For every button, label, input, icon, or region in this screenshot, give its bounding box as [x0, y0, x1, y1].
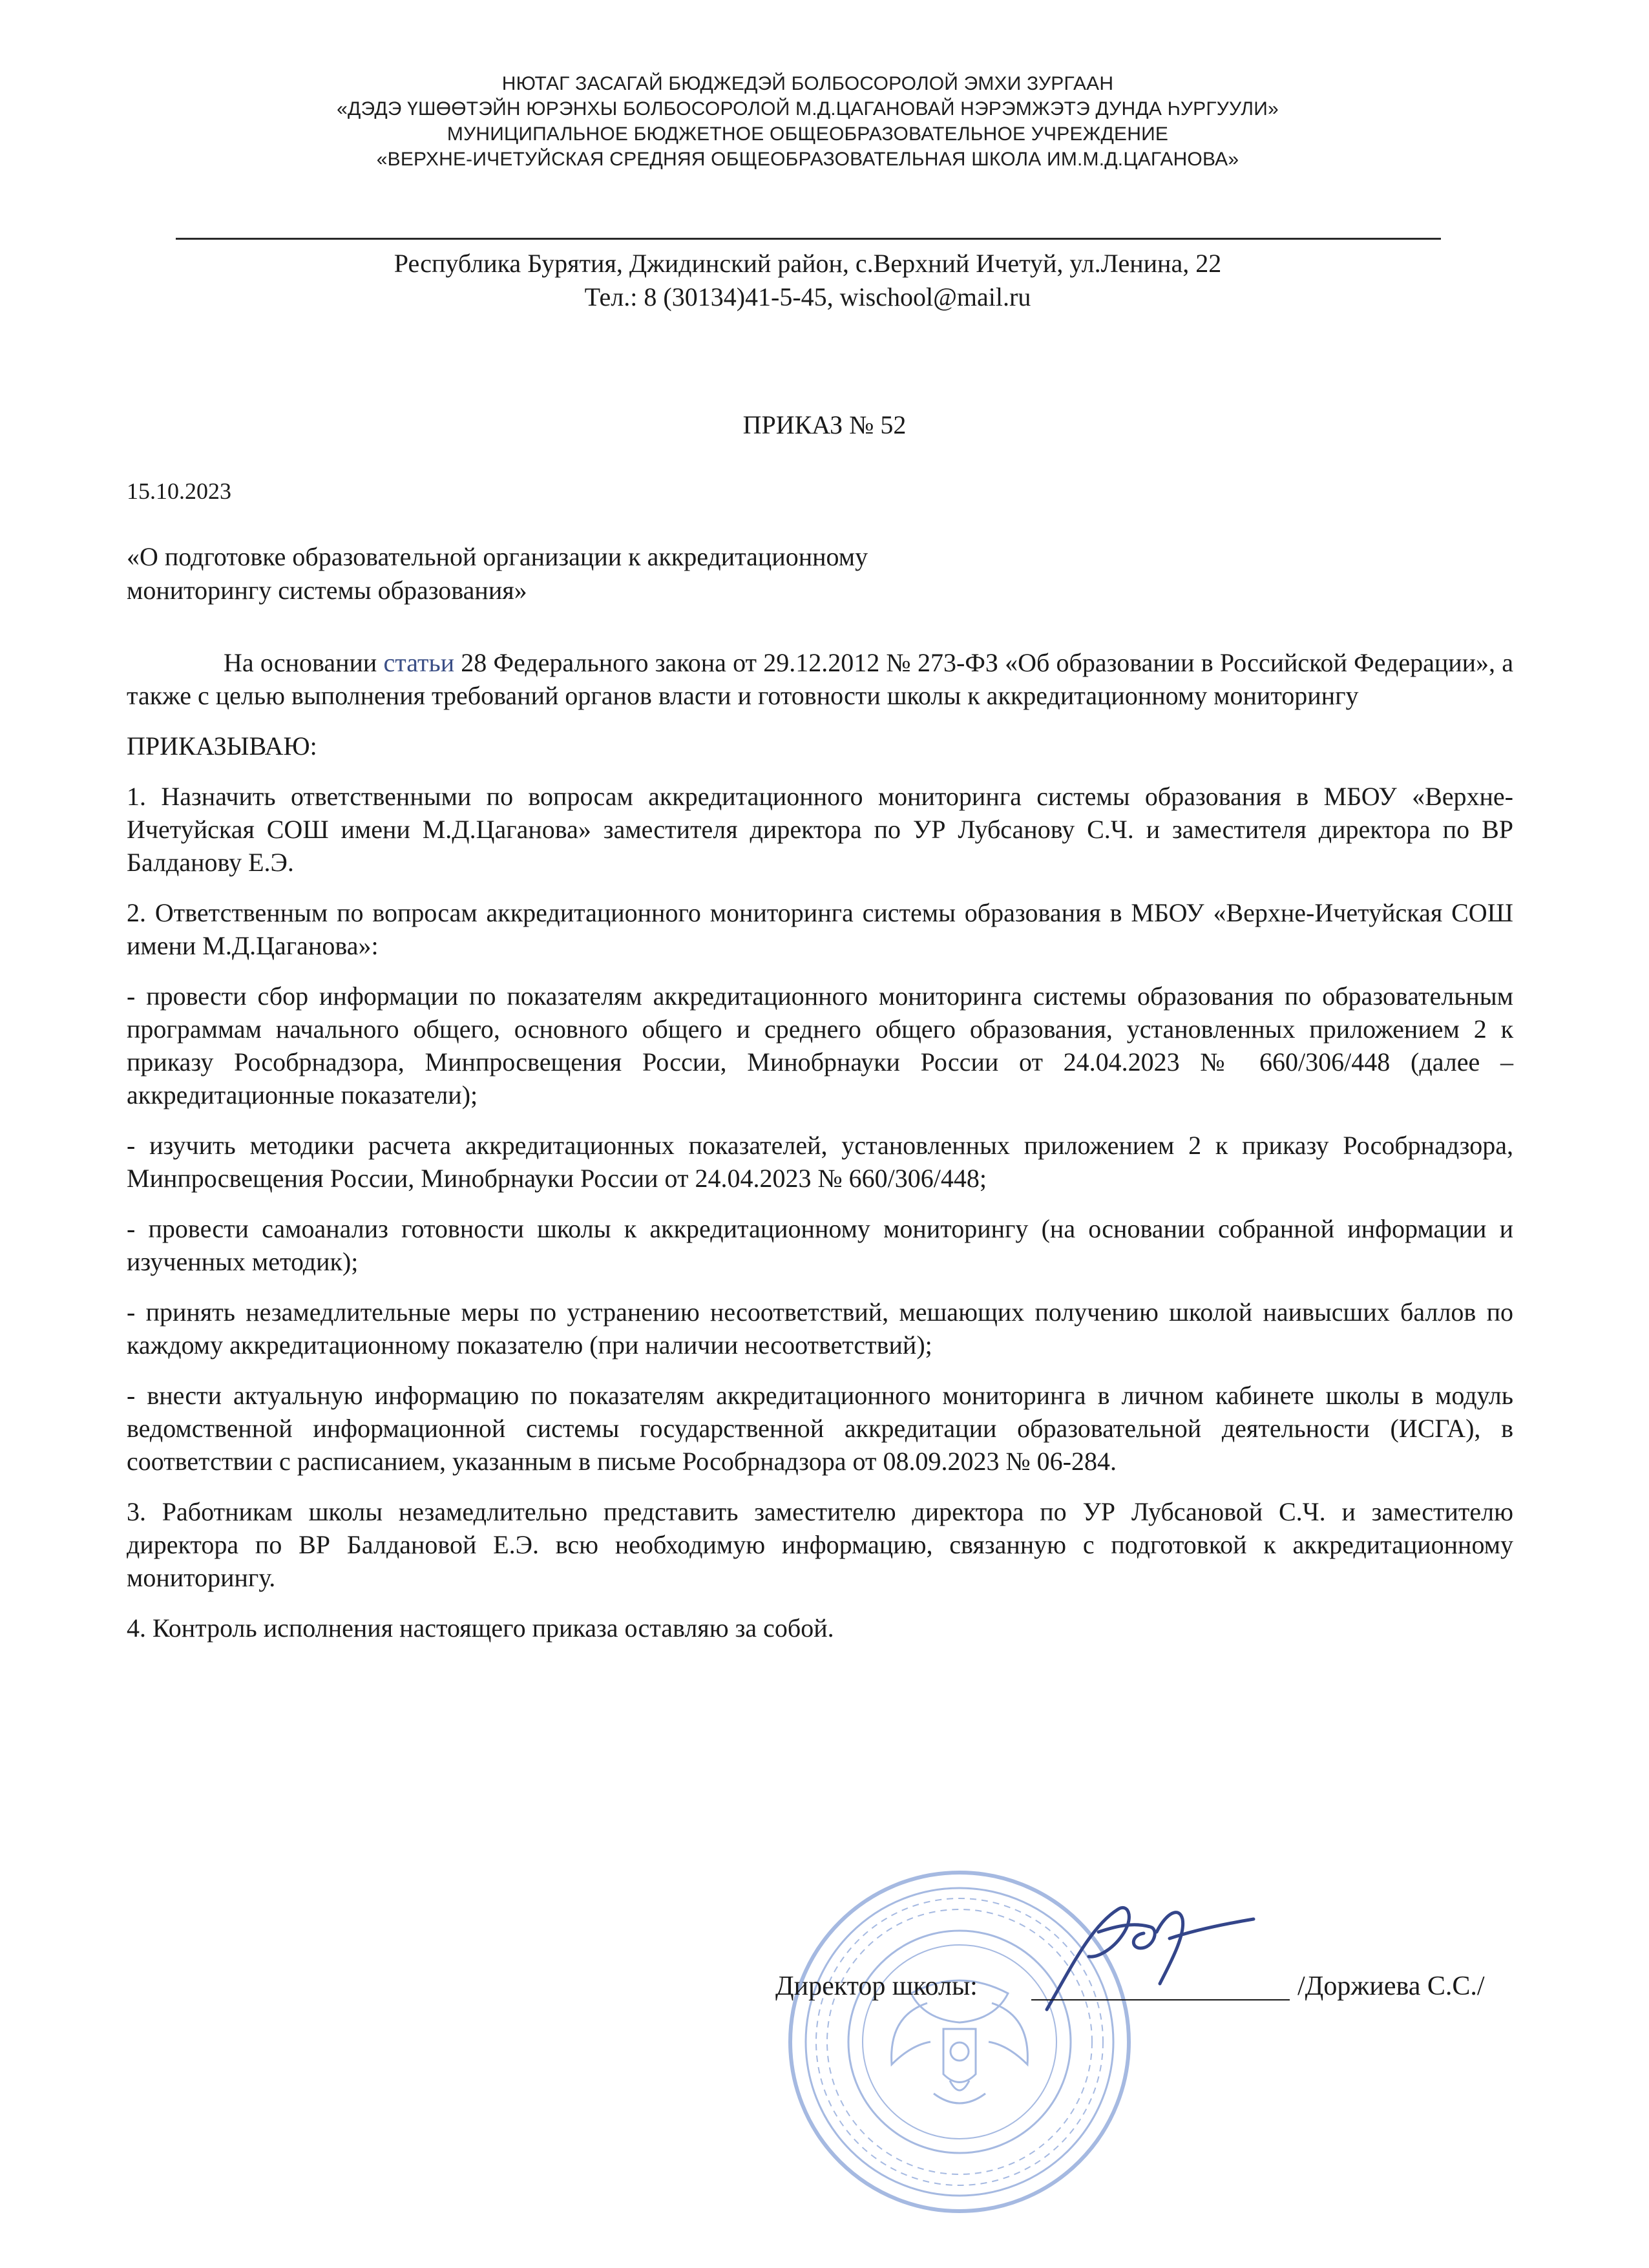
item-4: 4. Контроль исполнения настоящего приказа оставляю за собой.	[127, 1613, 834, 1643]
order-title: ПРИКАЗ № 52	[742, 410, 907, 439]
address-line: Республика Бурятия, Джидинский район, с.Верхний Ичетуй, ул.Ленина, 22	[394, 249, 1222, 278]
signature-row	[775, 1968, 1515, 2013]
signatory-name: /Доржиева С.С./	[1297, 1971, 1485, 2001]
order-date: 15.10.2023	[127, 478, 231, 504]
order-subject	[127, 540, 1096, 607]
intro-article-link: статьи	[383, 648, 455, 677]
order-word: ПРИКАЗЫВАЮ:	[127, 731, 317, 761]
letterhead-line-russian-2: «ВЕРХНЕ-ИЧЕТУЙСКАЯ СРЕДНЯЯ ОБЩЕОБРАЗОВАТЕЛЬНАЯ ШКОЛА ИМ.М.Д.ЦАГАНОВА»	[376, 149, 1239, 170]
bullet-5: - внести актуальную информацию по показателям аккредитационного мониторинга в личном кабинете школы в модуль ведомственной информационной системы государственной аккредитации образовательной деятельности (ИСГА), в соответствии с расписанием, указанным в письме Рособрнадзора от 08.09.2023 № 06-284.	[127, 1381, 1513, 1476]
item-2: 2. Ответственным по вопросам аккредитационного мониторинга системы образования в МБОУ «Верхне-Ичетуйская СОШ имени М.Д.Цаганова»:	[127, 898, 1513, 960]
signature-label: Директор школы:	[775, 1971, 978, 2001]
order-body	[127, 646, 1513, 1662]
bullet-4: - принять незамедлительные меры по устранению несоответствий, мешающих получению школой наивысших баллов по каждому аккредитационному показателю (при наличии несоответствий);	[127, 1297, 1513, 1360]
item-1: 1. Назначить ответственными по вопросам аккредитационного мониторинга системы образования в МБОУ «Верхне-Ичетуйская СОШ имени М.Д.Цаганова» заместителя директора по УР Лубсанову С.Ч. и заместителя директора по ВР Балданову Е.Э.	[127, 782, 1513, 877]
order-subject-line-2: мониторингу системы образования»	[127, 576, 527, 605]
intro-text-before: На основании	[224, 648, 384, 677]
bullet-3: - провести самоанализ готовности школы к аккредитационному мониторингу (на основании собранной информации и изученных методик);	[127, 1214, 1513, 1276]
letterhead	[174, 71, 1441, 172]
contacts-line: Тел.: 8 (30134)41-5-45, wischool@mail.ru	[584, 282, 1031, 311]
letterhead-line-russian-1: МУНИЦИПАЛЬНОЕ БЮДЖЕТНОЕ ОБЩЕОБРАЗОВАТЕЛЬНОЕ УЧРЕЖДЕНИЕ	[446, 123, 1169, 145]
letterhead-divider	[176, 238, 1441, 240]
bullet-2: - изучить методики расчета аккредитационных показателей, установленных приложением 2 к приказу Рособрнадзора, Минпросвещения России, Минобрнауки России от 24.04.2023 № 660/306/448;	[127, 1131, 1513, 1193]
letterhead-line-buryat-2: «ДЭДЭ ҮШӨӨТЭЙН ЮРЭНХЫ БОЛБОСОРОЛОЙ М.Д.ЦАГАНОВАЙ НЭРЭМЖЭТЭ ДУНДА ҺУРГУУЛИ»	[337, 98, 1279, 120]
letterhead-line-buryat-1: НЮТАГ ЗАСАГАЙ БЮДЖЕДЭЙ БОЛБОСОРОЛОЙ ЭМХИ ЗУРГААН	[501, 73, 1114, 94]
bullet-1: - провести сбор информации по показателям аккредитационного мониторинга системы образования по образовательным программам начального общего, основного общего и среднего общего образования, установленных приложением 2 к приказу Рособрнадзора, Минпросвещения России, Минобрнауки России от 24.04.2023 № 660/306/448 (далее – аккредитационные показатели);	[127, 982, 1513, 1109]
address-block	[174, 247, 1441, 314]
signature-line	[1031, 1999, 1290, 2000]
intro-paragraph	[127, 646, 1513, 712]
item-3: 3. Работникам школы незамедлительно представить заместителю директора по УР Лубсановой С.Ч. и заместителю директора по ВР Балдановой Е.Э. всю необходимую информацию, связанную с подготовкой к аккредитационному мониторингу.	[127, 1497, 1513, 1592]
order-subject-line-1: «О подготовке образовательной организации к аккредитационному	[127, 542, 868, 571]
intro-text-after: 28 Федерального закона от 29.12.2012 № 273-ФЗ «Об образовании в Российской Федерации», а также с целью выполнения требований органов власти и готовности школы к аккредитационному мониторингу	[127, 648, 1514, 710]
